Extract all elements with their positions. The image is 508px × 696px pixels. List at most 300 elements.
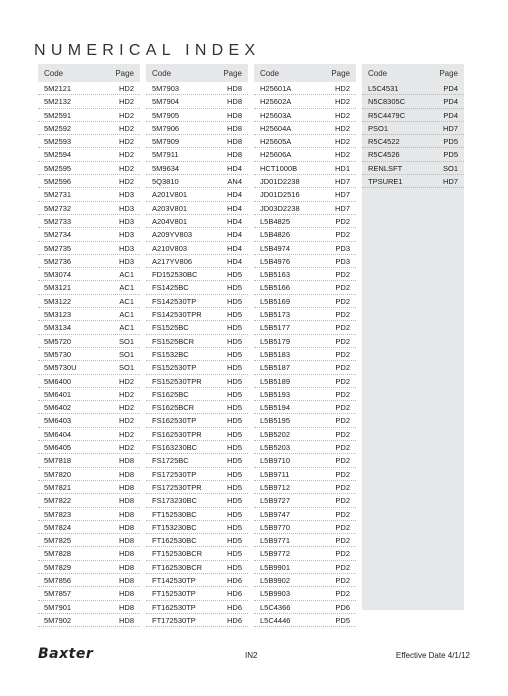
index-row (362, 148, 464, 161)
index-column (38, 64, 140, 625)
index-row (254, 375, 356, 388)
page-reference: HD4 (226, 190, 242, 200)
product-code: 5M7904 (152, 97, 180, 107)
product-code: FS172530TP (152, 469, 197, 479)
index-row (146, 534, 248, 547)
product-code: 5M2731 (44, 190, 72, 200)
page-reference: HD8 (118, 536, 134, 546)
index-row (146, 308, 248, 321)
page-reference: HD2 (334, 137, 350, 147)
page-reference: HD8 (118, 522, 134, 532)
index-row (38, 122, 140, 135)
index-row (254, 122, 356, 135)
product-code: 5M7902 (44, 615, 72, 625)
product-code: FS1532BC (152, 349, 189, 359)
product-code: FS1625BCR (152, 403, 195, 413)
index-row (146, 441, 248, 454)
index-row (254, 454, 356, 467)
index-row (38, 255, 140, 268)
product-code: 5M7818 (44, 456, 72, 466)
index-row (254, 614, 356, 627)
page-reference: HD3 (118, 243, 134, 253)
index-row (38, 281, 140, 294)
index-row (38, 508, 140, 521)
page-reference: HD5 (226, 536, 242, 546)
index-row (254, 494, 356, 507)
page-reference: HD2 (334, 150, 350, 160)
page-reference: SO1 (118, 336, 134, 346)
product-code: 5M7825 (44, 536, 72, 546)
page-reference: HD3 (118, 230, 134, 240)
page-reference: PD2 (335, 310, 350, 320)
product-code: FT172530TP (152, 615, 196, 625)
product-code: L5B5169 (260, 296, 291, 306)
index-row (38, 148, 140, 161)
page-reference: HD5 (226, 389, 242, 399)
page-reference: HD8 (118, 456, 134, 466)
page-reference: HD5 (226, 429, 242, 439)
product-code: L5B4826 (260, 230, 291, 240)
product-code: 5M6400 (44, 376, 72, 386)
product-code: R5C4522 (368, 137, 400, 147)
index-column (146, 64, 248, 625)
index-row (254, 335, 356, 348)
index-row (146, 228, 248, 241)
product-code: L5B5166 (260, 283, 291, 293)
code-header: Code (260, 69, 280, 78)
page-reference: PD2 (335, 363, 350, 373)
page-reference: PD4 (443, 84, 458, 93)
product-code: 5M6404 (44, 429, 72, 439)
page-reference: PD2 (335, 482, 350, 492)
page-reference: HD8 (118, 562, 134, 572)
product-code: L5B9727 (260, 496, 291, 506)
page-reference: HD2 (118, 177, 134, 187)
product-code: H25602A (260, 97, 292, 107)
index-row (362, 95, 464, 108)
page-reference: PD5 (443, 137, 458, 147)
index-row (254, 148, 356, 161)
product-code: L5C4446 (260, 615, 291, 625)
product-code: H25601A (260, 84, 292, 93)
index-row (254, 82, 356, 95)
page-reference: HD8 (118, 509, 134, 519)
page-reference: PD3 (335, 243, 350, 253)
index-row (146, 215, 248, 228)
product-code: L5B9770 (260, 522, 291, 532)
page-reference: HD2 (334, 97, 350, 107)
page-reference: PD2 (335, 456, 350, 466)
index-row (38, 175, 140, 188)
page-reference: PD4 (443, 97, 458, 107)
index-row (38, 494, 140, 507)
page-reference: HD2 (118, 84, 134, 93)
index-row (146, 388, 248, 401)
page-reference: HD5 (226, 403, 242, 413)
product-code: 5M7821 (44, 482, 72, 492)
effective-date: Effective Date 4/1/12 (395, 651, 470, 660)
index-row (146, 547, 248, 560)
product-code: A203V801 (152, 203, 188, 213)
index-row (146, 122, 248, 135)
page-reference: PD2 (335, 230, 350, 240)
index-row (38, 135, 140, 148)
product-code: L5B4825 (260, 216, 291, 226)
product-code: 5M2121 (44, 84, 72, 93)
index-row (38, 454, 140, 467)
page-reference: HD2 (118, 150, 134, 160)
page-reference: HD8 (118, 469, 134, 479)
product-code: H25606A (260, 150, 292, 160)
page-reference: HD2 (118, 429, 134, 439)
product-code: A204V801 (152, 216, 188, 226)
product-code: R5C4479C (368, 110, 406, 120)
index-row (146, 454, 248, 467)
product-code: L5C4366 (260, 602, 291, 612)
product-code: L5B9772 (260, 549, 291, 559)
product-code: L5B4974 (260, 243, 291, 253)
page-reference: AC1 (119, 310, 134, 320)
page-reference: HD2 (118, 137, 134, 147)
product-code: FS162530TPR (152, 429, 202, 439)
page-number: IN2 (245, 651, 258, 660)
product-code: 5M7901 (44, 602, 72, 612)
page-reference: HD3 (118, 256, 134, 266)
page-reference: HD5 (226, 310, 242, 320)
index-row (362, 175, 464, 188)
page-reference: PD2 (335, 575, 350, 585)
index-row (362, 109, 464, 122)
page-reference: AC1 (119, 270, 134, 280)
product-code: FS152530TP (152, 363, 197, 373)
index-row (38, 468, 140, 481)
product-code: L5B5187 (260, 363, 291, 373)
product-code: A210V803 (152, 243, 188, 253)
product-code: L5B9711 (260, 469, 290, 479)
product-code: 5M2593 (44, 137, 72, 147)
index-row (146, 175, 248, 188)
page-title: NUMERICAL INDEX (34, 42, 261, 59)
product-code: PSO1 (368, 123, 389, 133)
index-row (146, 82, 248, 95)
page-reference: HD7 (334, 190, 350, 200)
page-reference: HD2 (118, 389, 134, 399)
product-code: FS142530TPR (152, 310, 202, 320)
product-code: 5M2594 (44, 150, 72, 160)
index-row (146, 295, 248, 308)
page-reference: PD2 (335, 216, 350, 226)
page-reference: HD5 (226, 443, 242, 453)
page-reference: HD6 (226, 615, 242, 625)
product-code: 5M7903 (152, 84, 180, 93)
page-reference: HD4 (226, 203, 242, 213)
index-row (362, 162, 464, 175)
product-code: 5M5730 (44, 349, 72, 359)
page-reference: SO1 (442, 163, 458, 173)
product-code: L5C4531 (368, 84, 399, 93)
page-reference: HD8 (226, 84, 242, 93)
product-code: L5B9903 (260, 589, 291, 599)
product-code: FS152530TPR (152, 376, 202, 386)
page-reference: HD4 (226, 163, 242, 173)
index-row (38, 375, 140, 388)
product-code: 5M2592 (44, 123, 72, 133)
index-row (146, 361, 248, 374)
index-row (38, 401, 140, 414)
page-reference: HD3 (118, 203, 134, 213)
page-reference: PD2 (335, 443, 350, 453)
product-code: FT153230BC (152, 522, 197, 532)
product-code: FS1525BCR (152, 336, 195, 346)
product-code: L5B5179 (260, 336, 291, 346)
index-row (254, 468, 356, 481)
index-row (254, 534, 356, 547)
page-reference: HD5 (226, 509, 242, 519)
page-reference: PD2 (335, 296, 350, 306)
page-reference: PD4 (443, 110, 458, 120)
product-code: FT152530BC (152, 509, 197, 519)
page-reference: HD5 (226, 283, 242, 293)
index-row (254, 255, 356, 268)
page-reference: PD2 (335, 536, 350, 546)
product-code: FS163230BC (152, 443, 198, 453)
page-reference: HD6 (226, 589, 242, 599)
product-code: A209YV803 (152, 230, 193, 240)
product-code: 5M6402 (44, 403, 72, 413)
index-row (146, 614, 248, 627)
index-row (146, 281, 248, 294)
product-code: H25605A (260, 137, 292, 147)
product-code: 5M2735 (44, 243, 72, 253)
page-reference: HD8 (118, 482, 134, 492)
index-row (38, 614, 140, 627)
index-row (38, 95, 140, 108)
product-code: 5M7822 (44, 496, 72, 506)
page-reference: HD8 (226, 150, 242, 160)
product-code: FS1525BC (152, 323, 189, 333)
page-reference: HD8 (226, 97, 242, 107)
product-code: 5M2733 (44, 216, 72, 226)
product-code: 5M2732 (44, 203, 72, 213)
product-code: FT162530TP (152, 602, 196, 612)
page-reference: HD2 (118, 97, 134, 107)
index-row (146, 135, 248, 148)
page-reference: PD2 (335, 589, 350, 599)
index-row (254, 521, 356, 534)
index-row (146, 255, 248, 268)
index-row (38, 308, 140, 321)
product-code: FT142530TP (152, 575, 196, 585)
product-code: H25604A (260, 123, 292, 133)
column-body (146, 82, 248, 625)
page-reference: PD5 (443, 150, 458, 160)
index-row (254, 295, 356, 308)
product-code: HCT1000B (260, 163, 298, 173)
index-row (254, 202, 356, 215)
product-code: JD01D2238 (260, 177, 300, 187)
product-code: 5M7823 (44, 509, 72, 519)
index-row (146, 268, 248, 281)
index-row (254, 135, 356, 148)
product-code: 5M3122 (44, 296, 72, 306)
index-row (254, 281, 356, 294)
page-reference: HD4 (226, 243, 242, 253)
product-code: 5M6401 (44, 389, 72, 399)
index-row (146, 401, 248, 414)
page-reference: PD2 (335, 336, 350, 346)
product-code: 5M3121 (44, 283, 72, 293)
column-body (254, 82, 356, 625)
page-reference: HD8 (118, 575, 134, 585)
page-reference: HD8 (226, 137, 242, 147)
index-row (146, 188, 248, 201)
page-reference: HD6 (226, 575, 242, 585)
page-header: Page (439, 69, 458, 78)
index-row (38, 228, 140, 241)
product-code: L5B5163 (260, 270, 291, 280)
index-row (38, 268, 140, 281)
product-code: FS142530TP (152, 296, 197, 306)
index-row (38, 587, 140, 600)
index-row (38, 428, 140, 441)
page-reference: PD2 (335, 522, 350, 532)
page-reference: PD5 (335, 615, 350, 625)
index-row (146, 574, 248, 587)
index-row (146, 375, 248, 388)
page-reference: HD8 (226, 110, 242, 120)
product-code: FS1625BC (152, 389, 189, 399)
index-row (146, 335, 248, 348)
page-reference: HD7 (442, 123, 458, 133)
page-reference: AN4 (227, 177, 242, 187)
product-code: FS173230BC (152, 496, 198, 506)
product-code: 5M2591 (44, 110, 72, 120)
index-row (254, 162, 356, 175)
page-reference: PD2 (335, 389, 350, 399)
product-code: 5M7824 (44, 522, 72, 532)
product-code: L5B5183 (260, 349, 291, 359)
index-row (254, 268, 356, 281)
page-reference: PD2 (335, 376, 350, 386)
index-row (38, 388, 140, 401)
page-reference: HD5 (226, 562, 242, 572)
page-reference: HD4 (226, 230, 242, 240)
page-reference: HD5 (226, 336, 242, 346)
page-reference: HD5 (226, 416, 242, 426)
index-row (254, 95, 356, 108)
page-reference: SO1 (118, 349, 134, 359)
page-reference: HD5 (226, 349, 242, 359)
index-row (146, 348, 248, 361)
page-reference: HD2 (334, 123, 350, 133)
page-reference: HD8 (118, 549, 134, 559)
page-reference: PD6 (335, 602, 350, 612)
index-row (146, 414, 248, 427)
page-reference: PD2 (335, 270, 350, 280)
product-code: R5C4526 (368, 150, 400, 160)
product-code: 5M6405 (44, 443, 72, 453)
product-code: L5B9901 (260, 562, 291, 572)
page-reference: HD8 (118, 602, 134, 612)
page-reference: HD2 (118, 376, 134, 386)
product-code: JD03D2238 (260, 203, 300, 213)
page-reference: SO1 (118, 363, 134, 373)
product-code: H25603A (260, 110, 292, 120)
product-code: L5B9747 (260, 509, 291, 519)
index-row (38, 521, 140, 534)
index-row (38, 162, 140, 175)
product-code: 5Q3810 (152, 177, 179, 187)
product-code: 5M7856 (44, 575, 72, 585)
code-header: Code (368, 69, 388, 78)
product-code: L5B9710 (260, 456, 291, 466)
index-row (146, 521, 248, 534)
page-reference: HD6 (226, 602, 242, 612)
product-code: FT162530BC (152, 536, 197, 546)
index-row (146, 601, 248, 614)
product-code: 5M7911 (152, 150, 179, 160)
index-row (254, 414, 356, 427)
page-reference: HD2 (118, 123, 134, 133)
product-code: L5B4976 (260, 256, 291, 266)
product-code: 5M7905 (152, 110, 180, 120)
index-row (254, 321, 356, 334)
page-header: Page (223, 69, 242, 78)
index-row (146, 468, 248, 481)
column-body (362, 82, 464, 610)
index-row (38, 242, 140, 255)
product-code: L5B5202 (260, 429, 291, 439)
index-row (254, 401, 356, 414)
product-code: L5B9902 (260, 575, 291, 585)
product-code: FS162530TP (152, 416, 197, 426)
page-reference: HD5 (226, 323, 242, 333)
page-reference: HD8 (118, 589, 134, 599)
index-row (254, 215, 356, 228)
page-reference: HD5 (226, 270, 242, 280)
product-code: 5M2132 (44, 97, 72, 107)
page-reference: HD5 (226, 363, 242, 373)
product-code: 5M2596 (44, 177, 72, 187)
page-reference: PD3 (335, 256, 350, 266)
page-reference: HD5 (226, 522, 242, 532)
index-row (38, 414, 140, 427)
index-row (146, 494, 248, 507)
index-row (38, 321, 140, 334)
index-row (254, 428, 356, 441)
product-code: FD152530BC (152, 270, 198, 280)
product-code: 5M2595 (44, 163, 72, 173)
page-reference: HD7 (334, 177, 350, 187)
index-row (38, 601, 140, 614)
product-code: 5M7828 (44, 549, 72, 559)
product-code: L5B9771 (260, 536, 291, 546)
product-code: 5M2734 (44, 230, 72, 240)
product-code: TPSURE1 (368, 177, 403, 187)
index-column (254, 64, 356, 625)
index-row (254, 441, 356, 454)
product-code: 5M7829 (44, 562, 72, 572)
index-row (254, 481, 356, 494)
index-row (38, 547, 140, 560)
index-row (146, 148, 248, 161)
page-reference: HD8 (118, 615, 134, 625)
product-code: 5M3074 (44, 270, 72, 280)
page-reference: HD5 (226, 496, 242, 506)
product-code: L5B5173 (260, 310, 291, 320)
page-reference: HD2 (334, 84, 350, 93)
product-code: 5M9634 (152, 163, 180, 173)
